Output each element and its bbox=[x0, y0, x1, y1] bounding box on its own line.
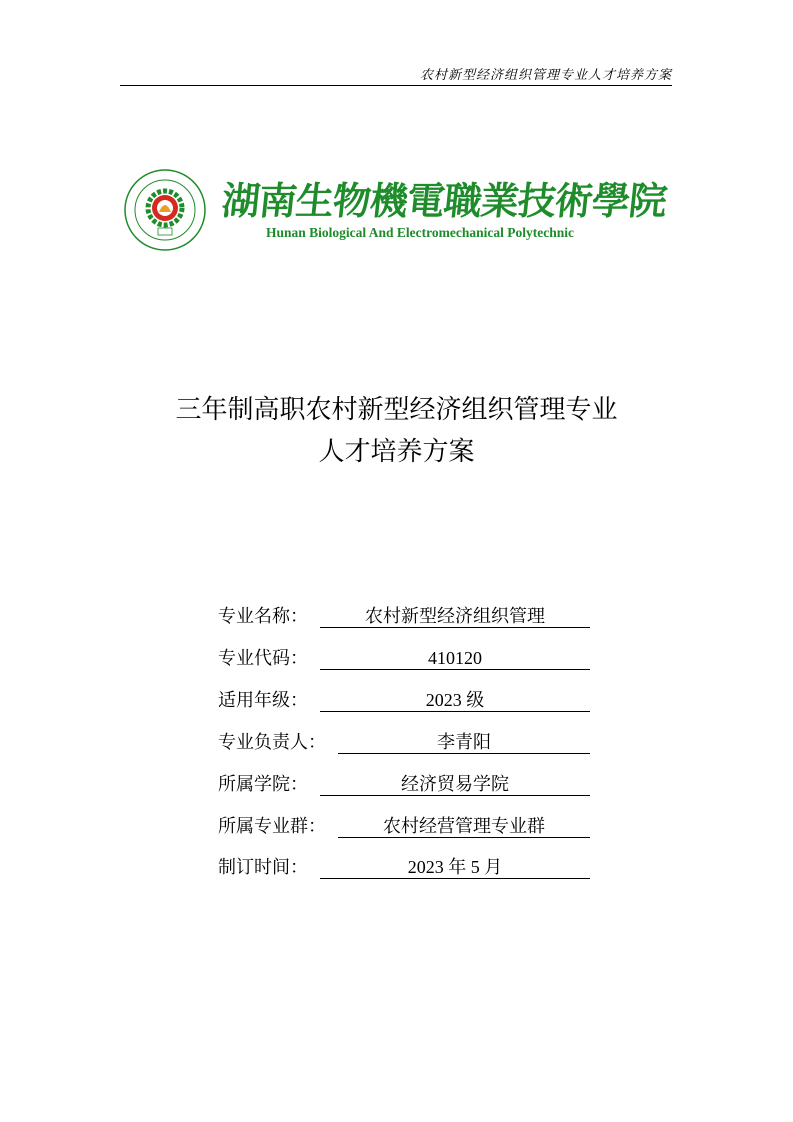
field-value: 2023 级 bbox=[320, 689, 590, 712]
field-major-group bbox=[218, 812, 590, 838]
field-label: 专业代码： bbox=[218, 648, 308, 669]
field-label: 所属学院： bbox=[218, 774, 308, 795]
field-label: 专业名称： bbox=[218, 606, 308, 627]
field-college bbox=[218, 770, 590, 796]
field-value: 410120 bbox=[320, 647, 590, 670]
college-seal-logo bbox=[123, 168, 207, 252]
field-date bbox=[218, 853, 590, 879]
field-major-name bbox=[218, 602, 590, 628]
college-name-en: Hunan Biological And Electromechanical Polytechnic bbox=[266, 225, 575, 240]
field-label: 专业负责人： bbox=[218, 732, 326, 753]
document-title-line2: 人才培养方案 bbox=[318, 437, 475, 467]
field-value: 农村经营管理专业群 bbox=[338, 815, 590, 838]
field-major-code bbox=[218, 644, 590, 670]
field-value: 李青阳 bbox=[338, 731, 590, 754]
field-value: 经济贸易学院 bbox=[320, 773, 590, 796]
field-value: 2023 年 5 月 bbox=[320, 856, 590, 879]
document-title-line1: 三年制高职农村新型经济组织管理专业 bbox=[175, 395, 618, 425]
field-label: 所属专业群： bbox=[218, 816, 326, 837]
field-value: 农村新型经济组织管理 bbox=[320, 605, 590, 628]
running-header: 农村新型经济组织管理专业人才培养方案 bbox=[120, 64, 672, 86]
field-grade bbox=[218, 686, 590, 712]
field-label: 制订时间： bbox=[218, 857, 308, 878]
field-leader bbox=[218, 728, 590, 754]
college-name-cn: 湖南生物機電職業技術學院 bbox=[219, 179, 669, 223]
field-label: 适用年级： bbox=[218, 690, 308, 711]
